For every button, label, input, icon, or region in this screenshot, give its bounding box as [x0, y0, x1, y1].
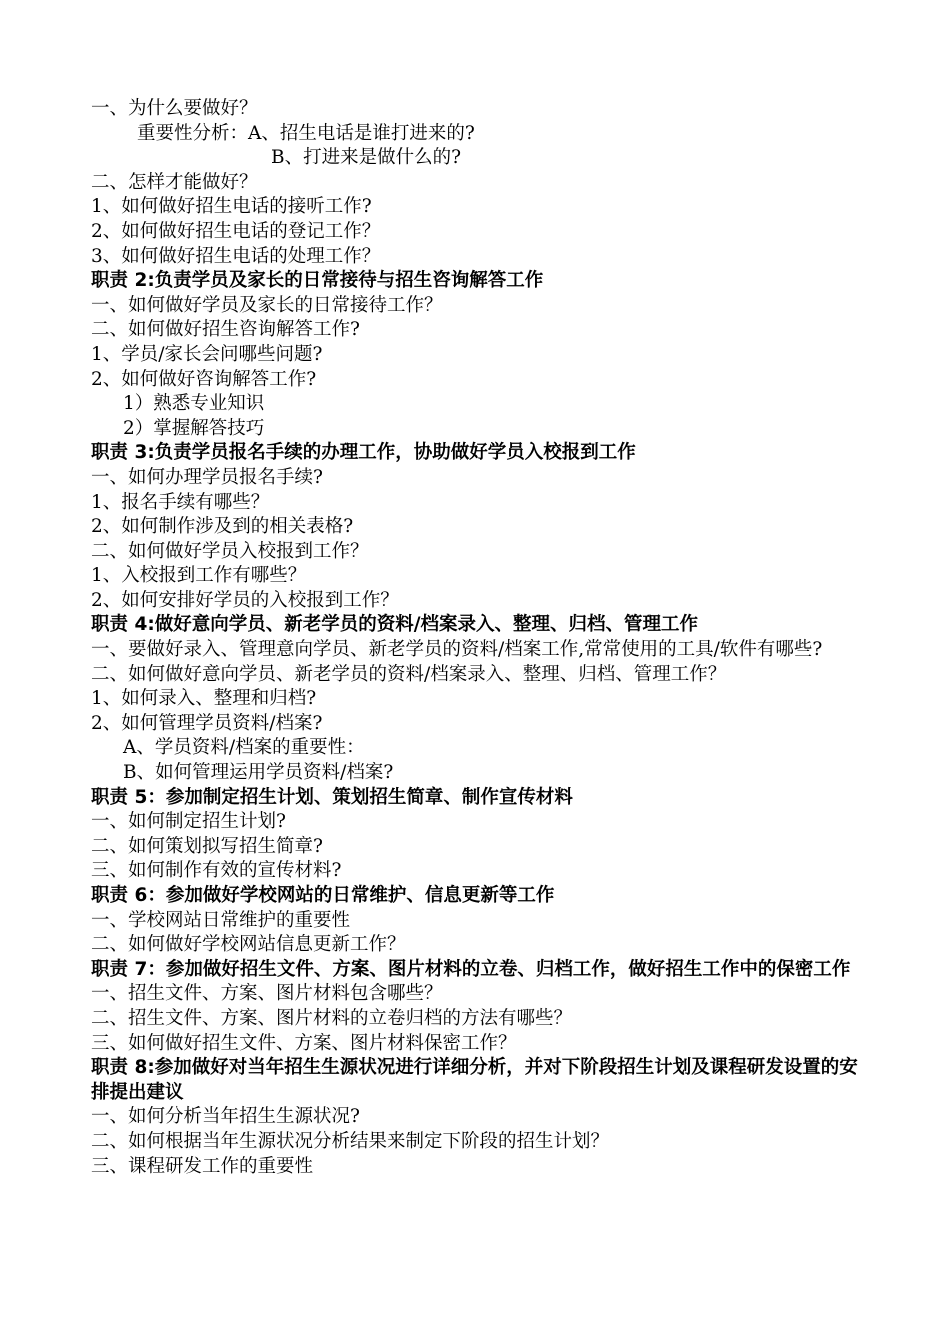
list-item: 1、入校报到工作有哪些？: [91, 565, 307, 587]
duty5-heading: 职责 5：参加制定招生计划、策划招生简章、制作宣传材料: [91, 786, 573, 808]
list-item: 1、学员/家长会问哪些问题?: [91, 343, 323, 365]
list-item: 一、如何做好学员及家长的日常接待工作？: [91, 294, 443, 316]
list-item: 1、报名手续有哪些？: [91, 491, 270, 513]
duty3-heading: 职责 3:负责学员报名手续的办理工作，协助做好学员入校报到工作: [91, 442, 636, 464]
list-item: 二、如何做好招生咨询解答工作?: [91, 319, 360, 341]
duty7-heading: 职责 7：参加做好招生文件、方案、图片材料的立卷、归档工作，做好招生工作中的保密工作: [91, 958, 851, 980]
list-item: 一、如何制定招生计划?: [91, 811, 286, 833]
document-body: [91, 97, 861, 1179]
list-item: 一、学校网站日常维护的重要性: [91, 909, 351, 931]
list-item: 2、如何做好招生电话的登记工作？: [91, 220, 381, 242]
sub-item: A、学员资料/档案的重要性：: [123, 737, 365, 759]
list-item: 一、如何分析当年招生生源状况?: [91, 1106, 360, 1128]
list-item: 2、如何管理学员资料/档案?: [91, 712, 323, 734]
duty2-heading: 职责 2:负责学员及家长的日常接待与招生咨询解答工作: [91, 270, 544, 292]
list-item: 二、如何根据当年生源状况分析结果来制定下阶段的招生计划？: [91, 1130, 610, 1152]
sub-item: 2）掌握解答技巧: [123, 417, 265, 439]
sub-item: 1）熟悉专业知识: [123, 393, 265, 415]
list-item: 1、如何做好招生电话的接听工作?: [91, 196, 372, 218]
list-item: 三、课程研发工作的重要性: [91, 1155, 314, 1177]
list-item: 二、如何做好意向学员、新老学员的资料/档案录入、整理、归档、管理工作？: [91, 663, 727, 685]
list-item: 三、如何做好招生文件、方案、图片材料保密工作？: [91, 1032, 517, 1054]
importance-b: B、打进来是做什么的?: [271, 147, 462, 169]
sub-item: B、如何管理运用学员资料/档案?: [123, 762, 394, 784]
list-item: 一、如何办理学员报名手续?: [91, 466, 323, 488]
list-item: 一、要做好录入、管理意向学员、新老学员的资料/档案工作,常常使用的工具/软件有哪些?: [91, 639, 823, 661]
importance-a: 重要性分析：A、招生电话是谁打进来的?: [137, 122, 475, 144]
list-item: 2、如何制作涉及到的相关表格?: [91, 516, 354, 538]
list-item: 二、如何做好学校网站信息更新工作？: [91, 934, 406, 956]
list-item: 二、如何做好学员入校报到工作？: [91, 540, 369, 562]
list-item: 三、如何制作有效的宣传材料?: [91, 860, 342, 882]
list-item: 二、招生文件、方案、图片材料的立卷归档的方法有哪些？: [91, 1007, 573, 1029]
list-item: 2、如何做好咨询解答工作?: [91, 368, 317, 390]
duty6-heading: 职责 6：参加做好学校网站的日常维护、信息更新等工作: [91, 885, 555, 906]
list-item: 二、如何策划拟写招生简章?: [91, 835, 323, 857]
section-why: 一、为什么要做好？: [91, 98, 258, 119]
list-item: 3、如何做好招生电话的处理工作？: [91, 245, 381, 267]
list-item: 一、招生文件、方案、图片材料包含哪些？: [91, 983, 443, 1005]
list-item: 1、如何录入、整理和归档?: [91, 688, 317, 710]
duty4-heading: 职责 4:做好意向学员、新老学员的资料/档案录入、整理、归档、管理工作: [91, 614, 698, 636]
duty8-heading: 职责 8:参加做好对当年招生生源状况进行详细分析，并对下阶段招生计划及课程研发设置的安排提出建议: [91, 1057, 858, 1103]
list-item: 2、如何安排好学员的入校报到工作？: [91, 589, 399, 611]
section-how: 二、怎样才能做好？: [91, 171, 258, 193]
